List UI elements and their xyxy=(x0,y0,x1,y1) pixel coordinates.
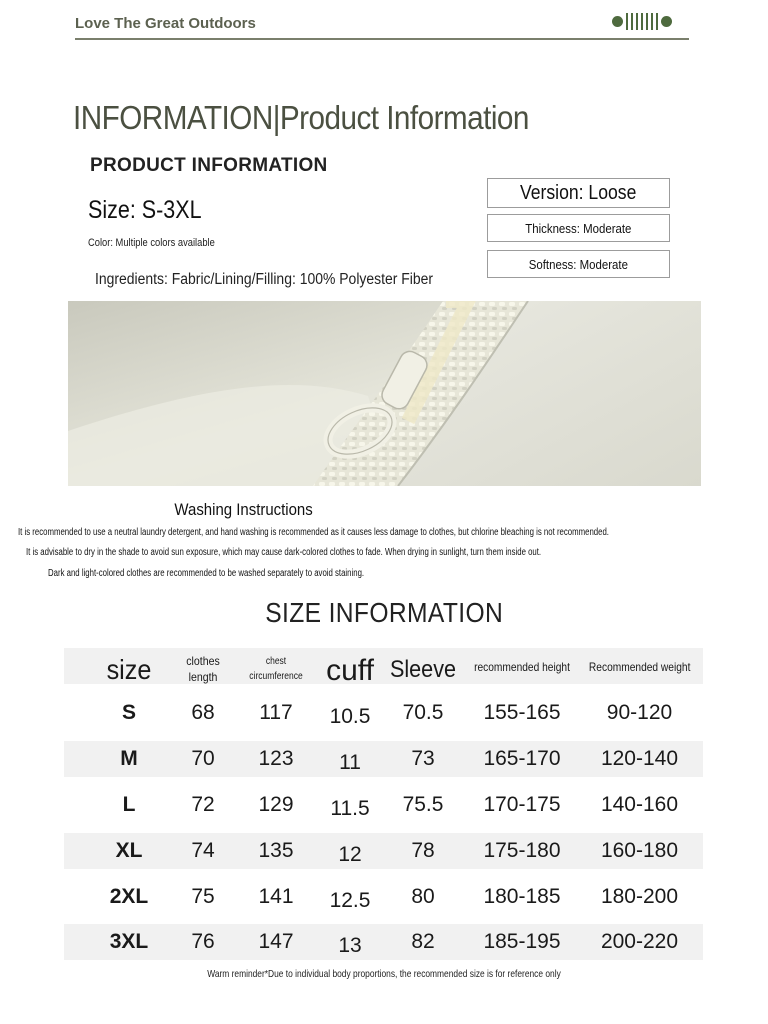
cell-chest: 135 xyxy=(258,839,294,862)
header-length: clothes length xyxy=(186,654,220,684)
product-section-title: PRODUCT INFORMATION xyxy=(90,155,328,176)
header-chest: chest circumference xyxy=(249,656,303,682)
cell-length: 70 xyxy=(191,747,215,770)
size-row xyxy=(64,787,703,823)
cell-length: 76 xyxy=(191,930,215,953)
washing-line: It is advisable to dry in the shade to avoid sun exposure, which may cause dark-colored clothes to fade. When drying in sunlight, turn them inside out. xyxy=(26,547,542,558)
cell-weight: 90-120 xyxy=(606,701,673,724)
header-sleeve: Sleeve xyxy=(389,656,457,683)
cell-height: 155-165 xyxy=(483,701,561,724)
cell-weight: 140-160 xyxy=(600,793,679,816)
header-weight: Recommended weight xyxy=(588,660,691,674)
cell-cuff: 10.5 xyxy=(329,705,371,728)
cell-length: 75 xyxy=(191,885,215,908)
size-range: Size: S-3XL xyxy=(88,196,202,224)
washing-line: It is recommended to use a neutral laundry detergent, and hand washing is recommended as it causes less damage to clothes, but chlorine bleaching is not recommended. xyxy=(18,527,609,538)
cell-height: 170-175 xyxy=(483,793,561,816)
product-zipper-photo xyxy=(68,301,701,486)
cell-size: XL xyxy=(115,839,143,862)
attribute-thickness: Thickness: Moderate xyxy=(487,214,670,242)
size-row xyxy=(64,741,703,777)
footer-note: Warm reminder*Due to individual body proportions, the recommended size is for reference only xyxy=(207,968,561,980)
washing-line: Dark and light-colored clothes are recommended to be washed separately to avoid staining. xyxy=(48,568,365,579)
cell-cuff: 13 xyxy=(338,934,362,957)
color-note: Color: Multiple colors available xyxy=(88,237,215,249)
size-info-title: SIZE INFORMATION xyxy=(265,597,503,628)
size-row xyxy=(64,924,703,960)
cell-length: 72 xyxy=(191,793,215,816)
size-row xyxy=(64,695,703,731)
size-table-header xyxy=(64,648,703,687)
cell-cuff: 12 xyxy=(338,843,362,866)
cell-weight: 200-220 xyxy=(600,930,679,953)
cell-sleeve: 70.5 xyxy=(402,701,444,724)
header-divider xyxy=(75,38,689,40)
cell-size: 3XL xyxy=(109,930,149,953)
cell-sleeve: 78 xyxy=(411,839,435,862)
cell-cuff: 11.5 xyxy=(330,797,370,820)
cell-sleeve: 80 xyxy=(411,885,435,908)
cell-weight: 180-200 xyxy=(600,885,679,908)
cell-weight: 120-140 xyxy=(600,747,679,770)
cell-weight: 160-180 xyxy=(600,839,679,862)
cell-size: L xyxy=(122,793,136,816)
cell-height: 165-170 xyxy=(483,747,561,770)
attribute-softness: Softness: Moderate xyxy=(487,250,670,278)
washing-title: Washing Instructions xyxy=(174,500,313,519)
cell-cuff: 12.5 xyxy=(329,889,371,912)
cell-height: 185-195 xyxy=(483,930,561,953)
header-height: recommended height xyxy=(474,660,570,674)
cell-sleeve: 75.5 xyxy=(402,793,444,816)
attribute-version: Version: Loose xyxy=(487,178,670,208)
cell-chest: 147 xyxy=(258,930,294,953)
cell-length: 74 xyxy=(191,839,215,862)
cell-height: 180-185 xyxy=(483,885,561,908)
cell-sleeve: 82 xyxy=(411,930,435,953)
size-row xyxy=(64,879,703,915)
ingredients: Ingredients: Fabric/Lining/Filling: 100% Polyester Fiber xyxy=(95,271,434,288)
cell-chest: 117 xyxy=(259,701,293,724)
cell-size: 2XL xyxy=(109,885,149,908)
brand-logo-icon xyxy=(612,10,672,32)
cell-chest: 129 xyxy=(258,793,294,816)
cell-chest: 141 xyxy=(258,885,294,908)
cell-size: M xyxy=(120,747,138,770)
cell-size: S xyxy=(121,701,136,724)
cell-cuff: 11 xyxy=(339,751,361,774)
header-cuff: cuff xyxy=(326,654,374,687)
size-row xyxy=(64,833,703,869)
cell-length: 68 xyxy=(191,701,215,724)
cell-height: 175-180 xyxy=(483,839,561,862)
page-heading: INFORMATION|Product Information xyxy=(73,99,529,136)
cell-chest: 123 xyxy=(258,747,294,770)
cell-sleeve: 73 xyxy=(411,747,435,770)
brand-title: Love The Great Outdoors xyxy=(75,15,256,32)
header-size: size xyxy=(106,654,152,685)
